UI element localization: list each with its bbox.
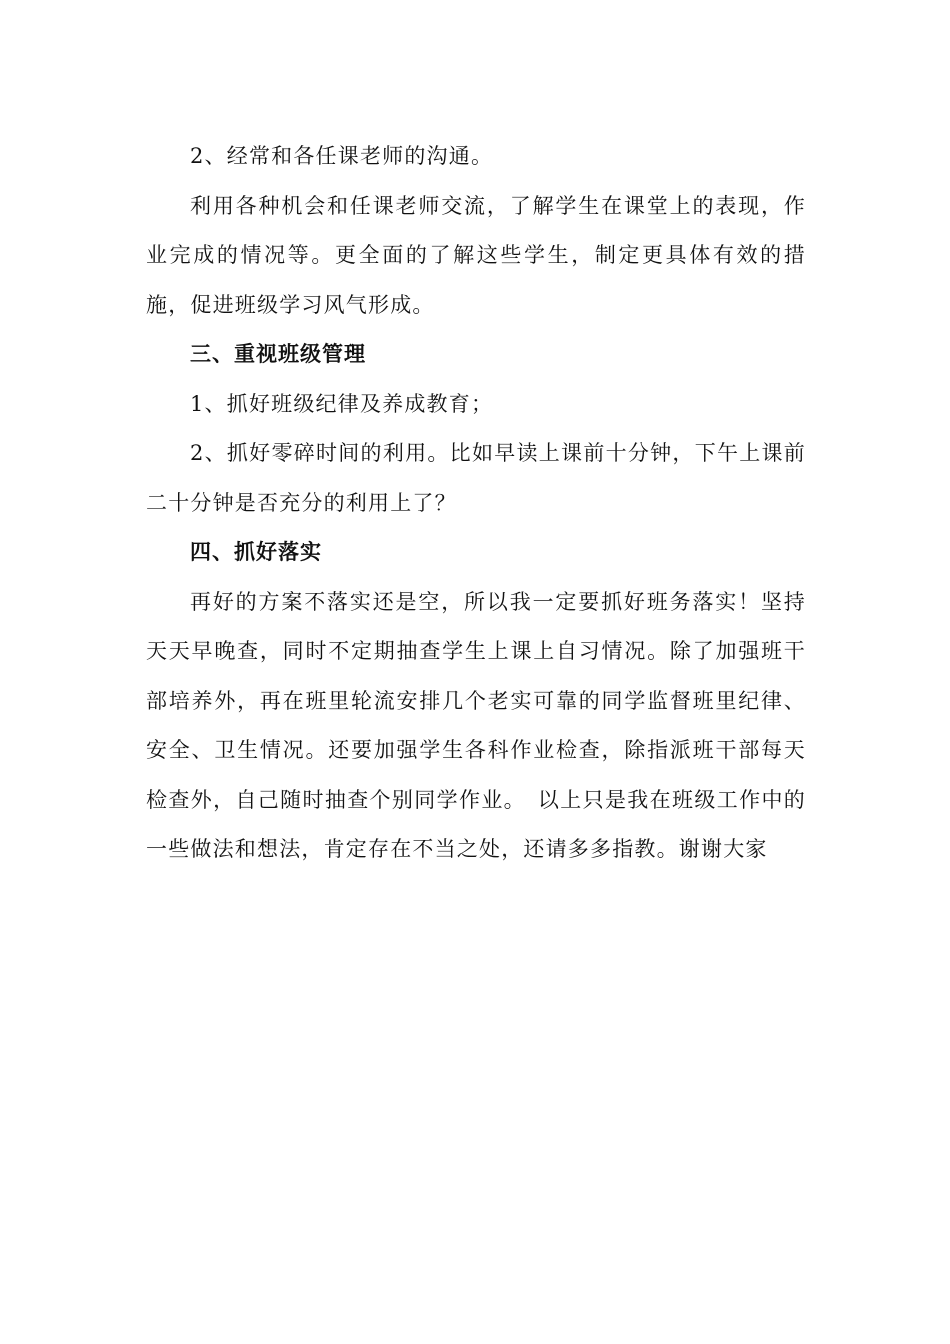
section-heading-implementation: 四、抓好落实 — [190, 540, 322, 564]
paragraph-discipline: 1、抓好班级纪律及养成教育； — [190, 391, 494, 416]
section-heading-class-management: 三、重视班级管理 — [190, 342, 366, 366]
paragraph-time-usage: 2、抓好零碎时间的利用。比如早读上课前十分钟，下午上课前二十分钟是否充分的利用上了？ — [146, 441, 806, 515]
paragraph-communication-body: 利用各种机会和任课老师交流，了解学生在课堂上的表现，作业完成的情况等。更全面的了解这些学生，制定更具体有效的措施，促进班级学习风气形成。 — [146, 193, 806, 317]
paragraph-implementation-body: 再好的方案不落实还是空，所以我一定要抓好班务落实！坚持天天早晚查，同时不定期抽查学生上课上自习情况。除了加强班干部培养外，再在班里轮流安排几个老实可靠的同学监督班里纪律、安全、卫生情况。还要加强学生各科作业检查，除指派班干部每天检查外，自己随时抽查个别同学作业。 以上只是我在班级工作中的一些做法和想法，肯定存在不当之处，还请多多指教。谢谢大家 — [146, 589, 806, 861]
document-body — [146, 132, 806, 875]
paragraph-communication-title: 2、经常和各任课老师的沟通。 — [190, 144, 494, 168]
